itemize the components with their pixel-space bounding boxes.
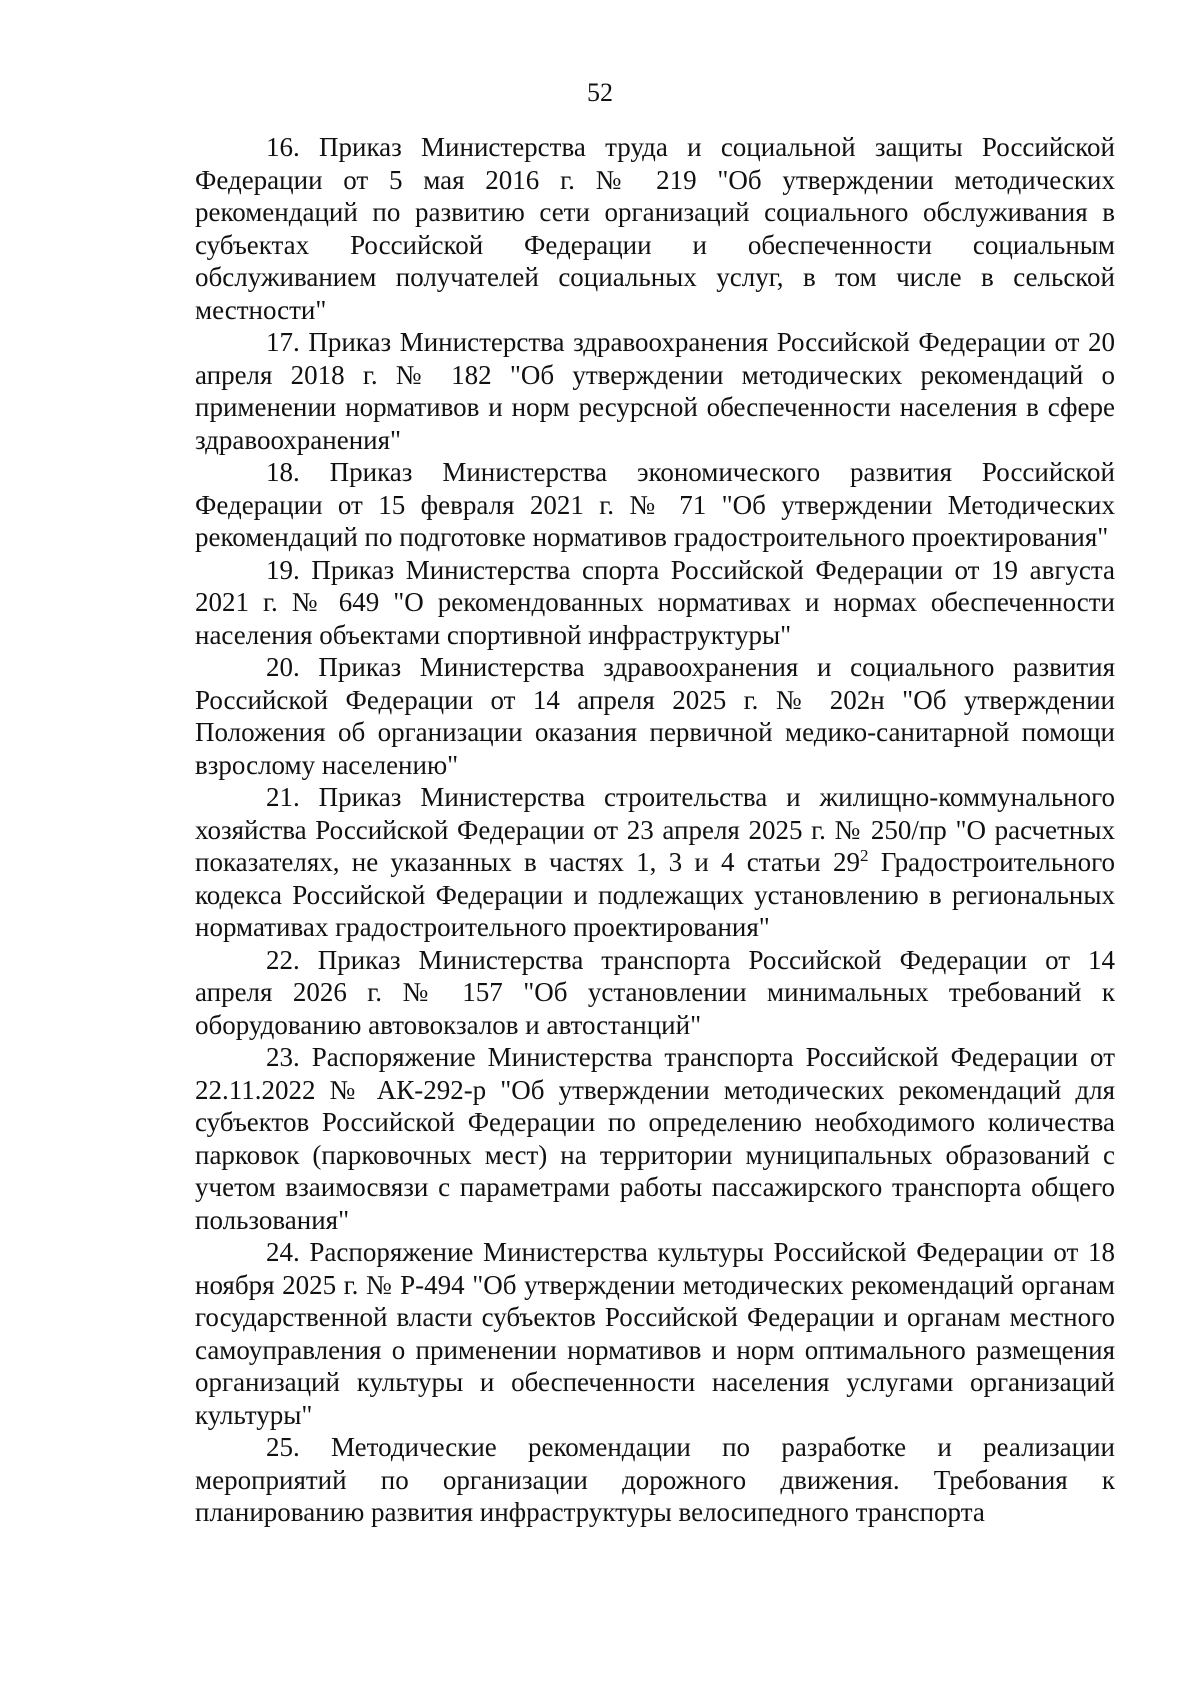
list-item-17: 17. Приказ Министерства здравоохранения Российской Федерации от 20 апреля 2018 г. № 182 "Об утверждении методических рекомендаций о применении нормативов и норм ресурсной обеспеченности населения в сфере здравоохранения" [195, 327, 1115, 455]
list-item-21 [195, 781, 1115, 944]
list-item-21-text-before: 21. Приказ Министерства строительства и жилищно-коммунального хозяйства Российской Федерации от 23 апреля 2025 г. № 250/пр "О расчетных показателях, не указанных в частях 1, 3 и 4 статьи 29 [195, 782, 1115, 877]
list-item-22: 22. Приказ Министерства транспорта Российской Федерации от 14 апреля 2026 г. № 157 "Об установлении минимальных требований к оборудованию автовокзалов и автостанций" [195, 944, 1115, 1040]
list-item-18: 18. Приказ Министерства экономического развития Российской Федерации от 15 февраля 2021 г. № 71 "Об утверждении Методических рекомендаций по подготовке нормативов градостроительного проектирования" [195, 457, 1115, 552]
list-item-21-text-after: Градостроительного кодекса Российской Федерации и подлежащих установлению в региональных нормативах градостроительного проектирования" [195, 847, 1115, 942]
list-item-23: 23. Распоряжение Министерства транспорта Российской Федерации от 22.11.2022 № АК-292-р "Об утверждении методических рекомендаций для субъектов Российской Федерации по определению необходимого количества парковок (парковочных мест) на территории муниципальных образований с учетом взаимосвязи с параметрами работы пассажирского транспорта общего пользования" [195, 1042, 1115, 1235]
list-item-25: 25. Методические рекомендации по разработке и реализации мероприятий по организации дорожного движения. Требования к планированию развития инфраструктуры велосипедного транспорта [195, 1432, 1115, 1527]
article-superscript: 2 [859, 846, 869, 865]
list-item-16: 16. Приказ Министерства труда и социальной защиты Российской Федерации от 5 мая 2016 г. № 219 "Об утверждении методических рекомендаций по развитию сети организаций социального обслуживания в субъектах Российской Федерации и обеспеченности социальным обслуживанием получателей социальных услуг, в том числе в сельской местности" [195, 132, 1115, 325]
page-number: 52 [587, 78, 613, 107]
reference-list [195, 131, 1115, 1529]
list-item-24: 24. Распоряжение Министерства культуры Российской Федерации от 18 ноября 2025 г. № Р-494 "Об утверждении методических рекомендаций органам государственной власти субъектов Российской Федерации и органам местного самоуправления о применении нормативов и норм оптимального размещения организаций культуры и обеспеченности населения услугами организаций культуры" [195, 1237, 1115, 1430]
list-item-19: 19. Приказ Министерства спорта Российской Федерации от 19 августа 2021 г. № 649 "О рекомендованных нормативах и нормах обеспеченности населения объектами спортивной инфраструктуры" [195, 554, 1115, 650]
list-item-20: 20. Приказ Министерства здравоохранения и социального развития Российской Федерации от 14 апреля 2025 г. № 202н "Об утверждении Положения об организации оказания первичной медико-санитарной помощи взрослому населению" [195, 652, 1115, 780]
